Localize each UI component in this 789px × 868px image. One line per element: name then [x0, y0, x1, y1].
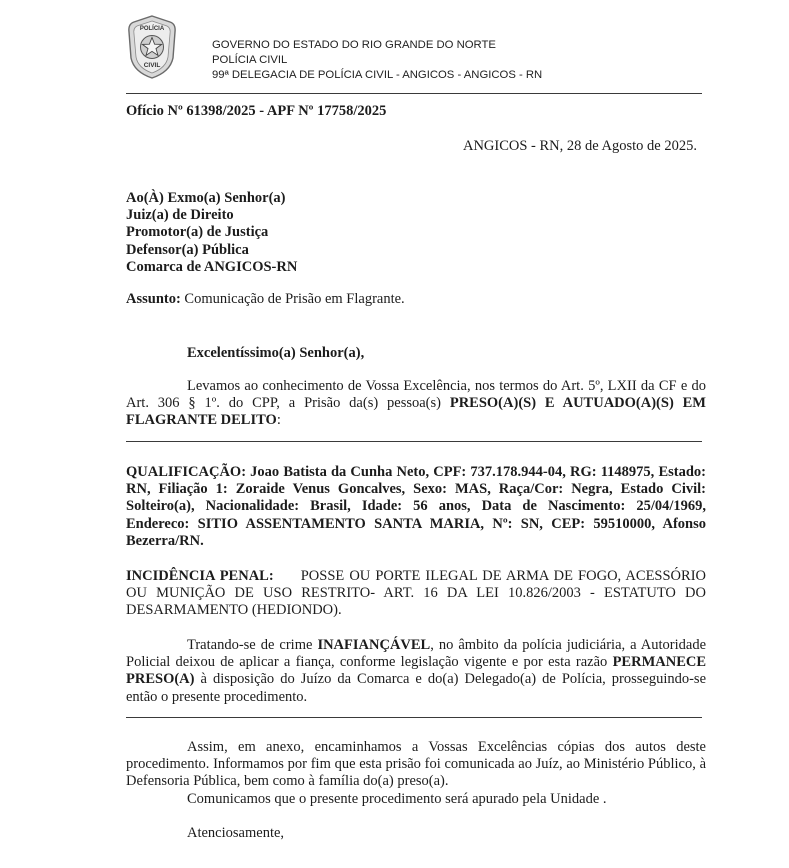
bail-paragraph: [126, 637, 706, 706]
bail-divider: [126, 717, 702, 718]
letterhead-line-precinct: 99ª DELEGACIA DE POLÍCIA CIVIL - ANGICOS - ANGICOS - RN: [212, 69, 543, 81]
recipient-line: Juiz(a) de Direito: [126, 207, 234, 224]
salutation: Excelentíssimo(a) Senhor(a),: [187, 345, 365, 361]
letterhead: [212, 38, 542, 83]
badge-text-top: POLÍCIA: [139, 26, 165, 32]
unit-note: Comunicamos que o presente procedimento será apurado pela Unidade .: [187, 791, 607, 807]
recipient-line: Ao(À) Exmo(a) Senhor(a): [126, 190, 286, 206]
letterhead-line-government: GOVERNO DO ESTADO DO RIO GRANDE DO NORTE: [212, 39, 496, 51]
subject-line: [126, 291, 405, 308]
penal-text: POSSE OU PORTE ILEGAL DE ARMA DE FOGO, ACESSÓRIO OU MUNIÇÃO DE USO RESTRITO- ART. 16 DA LEI 10.826/2003 - ESTATUTO DO DESARMAMENTO (HEDIONDO).: [126, 568, 706, 619]
recipients-block: [126, 190, 297, 276]
bail-emphasis-1: INAFIANÇÁVEL: [317, 637, 431, 653]
qualification-paragraph: QUALIFICAÇÃO: Joao Batista da Cunha Neto, CPF: 737.178.944-04, RG: 1148975, Estado: RN, Filiação 1: Zoraide Venus Goncalves, Sexo: MAS, Raça/Cor: Negra, Estado Civil: Solteiro(a), Nacionalidade: Brasil, Idade: 56 anos, Data de Nascimento: 25/04/1969, Endereco: SITIO ASSENTAMENTO SANTA MARIA, Nº: SN, CEP: 59510000, Afonso Bezerra/RN.: [126, 464, 706, 549]
place-date: ANGICOS - RN, 28 de Agosto de 2025.: [462, 138, 697, 154]
intro-end: :: [276, 412, 281, 429]
recipient-line: Promotor(a) de Justiça: [126, 224, 269, 241]
subject-label: Assunto:: [126, 291, 181, 307]
penal-label: INCIDÊNCIA PENAL:: [126, 568, 274, 584]
bail-text-3: à disposição do Juízo da Comarca e do(a) Delegado(a) de Polícia, prosseguindo-se então o presente procedimento.: [126, 671, 707, 705]
bail-emphasis-2: PERMANECE PRESO(A): [126, 654, 707, 688]
intro-divider: [126, 441, 702, 442]
recipient-line: Defensor(a) Pública: [126, 241, 249, 258]
closing: Atenciosamente,: [187, 825, 285, 841]
intro-paragraph: [126, 378, 706, 430]
intro-text: Levamos ao conhecimento de Vossa Excelência, nos termos do Art. 5º, LXII da CF e do Art. 306 § 1º. do CPP, a Prisão da(s) pessoa(s): [126, 378, 706, 412]
bail-text-2: , no âmbito da polícia judiciária, a Autoridade Policial deixou de aplicar a fiança, conforme legislação vigente e por esta razão: [126, 637, 707, 671]
recipient-line: Comarca de ANGICOS-RN: [126, 258, 298, 275]
annex-paragraph: [126, 739, 706, 791]
police-badge-logo: [126, 14, 178, 80]
subject-text: Comunicação de Prisão em Flagrante.: [184, 291, 405, 307]
intro-emphasis: PRESO(A)(S) E AUTUADO(A)(S) EM FLAGRANTE DELITO: [126, 395, 706, 429]
badge-text-bottom: CIVIL: [143, 62, 161, 69]
letterhead-line-agency: POLÍCIA CIVIL: [212, 54, 288, 66]
annex-text: Assim, em anexo, encaminhamos a Vossas Excelências cópias dos autos deste procedimento. Informamos por fim que esta prisão foi comunicada ao Juíz, ao Ministério Público, à Defensoria Pública, bem como à família do(a) preso(a).: [126, 739, 706, 790]
header-divider: [126, 93, 702, 94]
bail-text-1: Tratando-se de crime: [187, 637, 313, 653]
office-number: Ofício Nº 61398/2025 - APF Nº 17758/2025: [126, 103, 387, 119]
penal-incidence-paragraph: [126, 568, 706, 620]
